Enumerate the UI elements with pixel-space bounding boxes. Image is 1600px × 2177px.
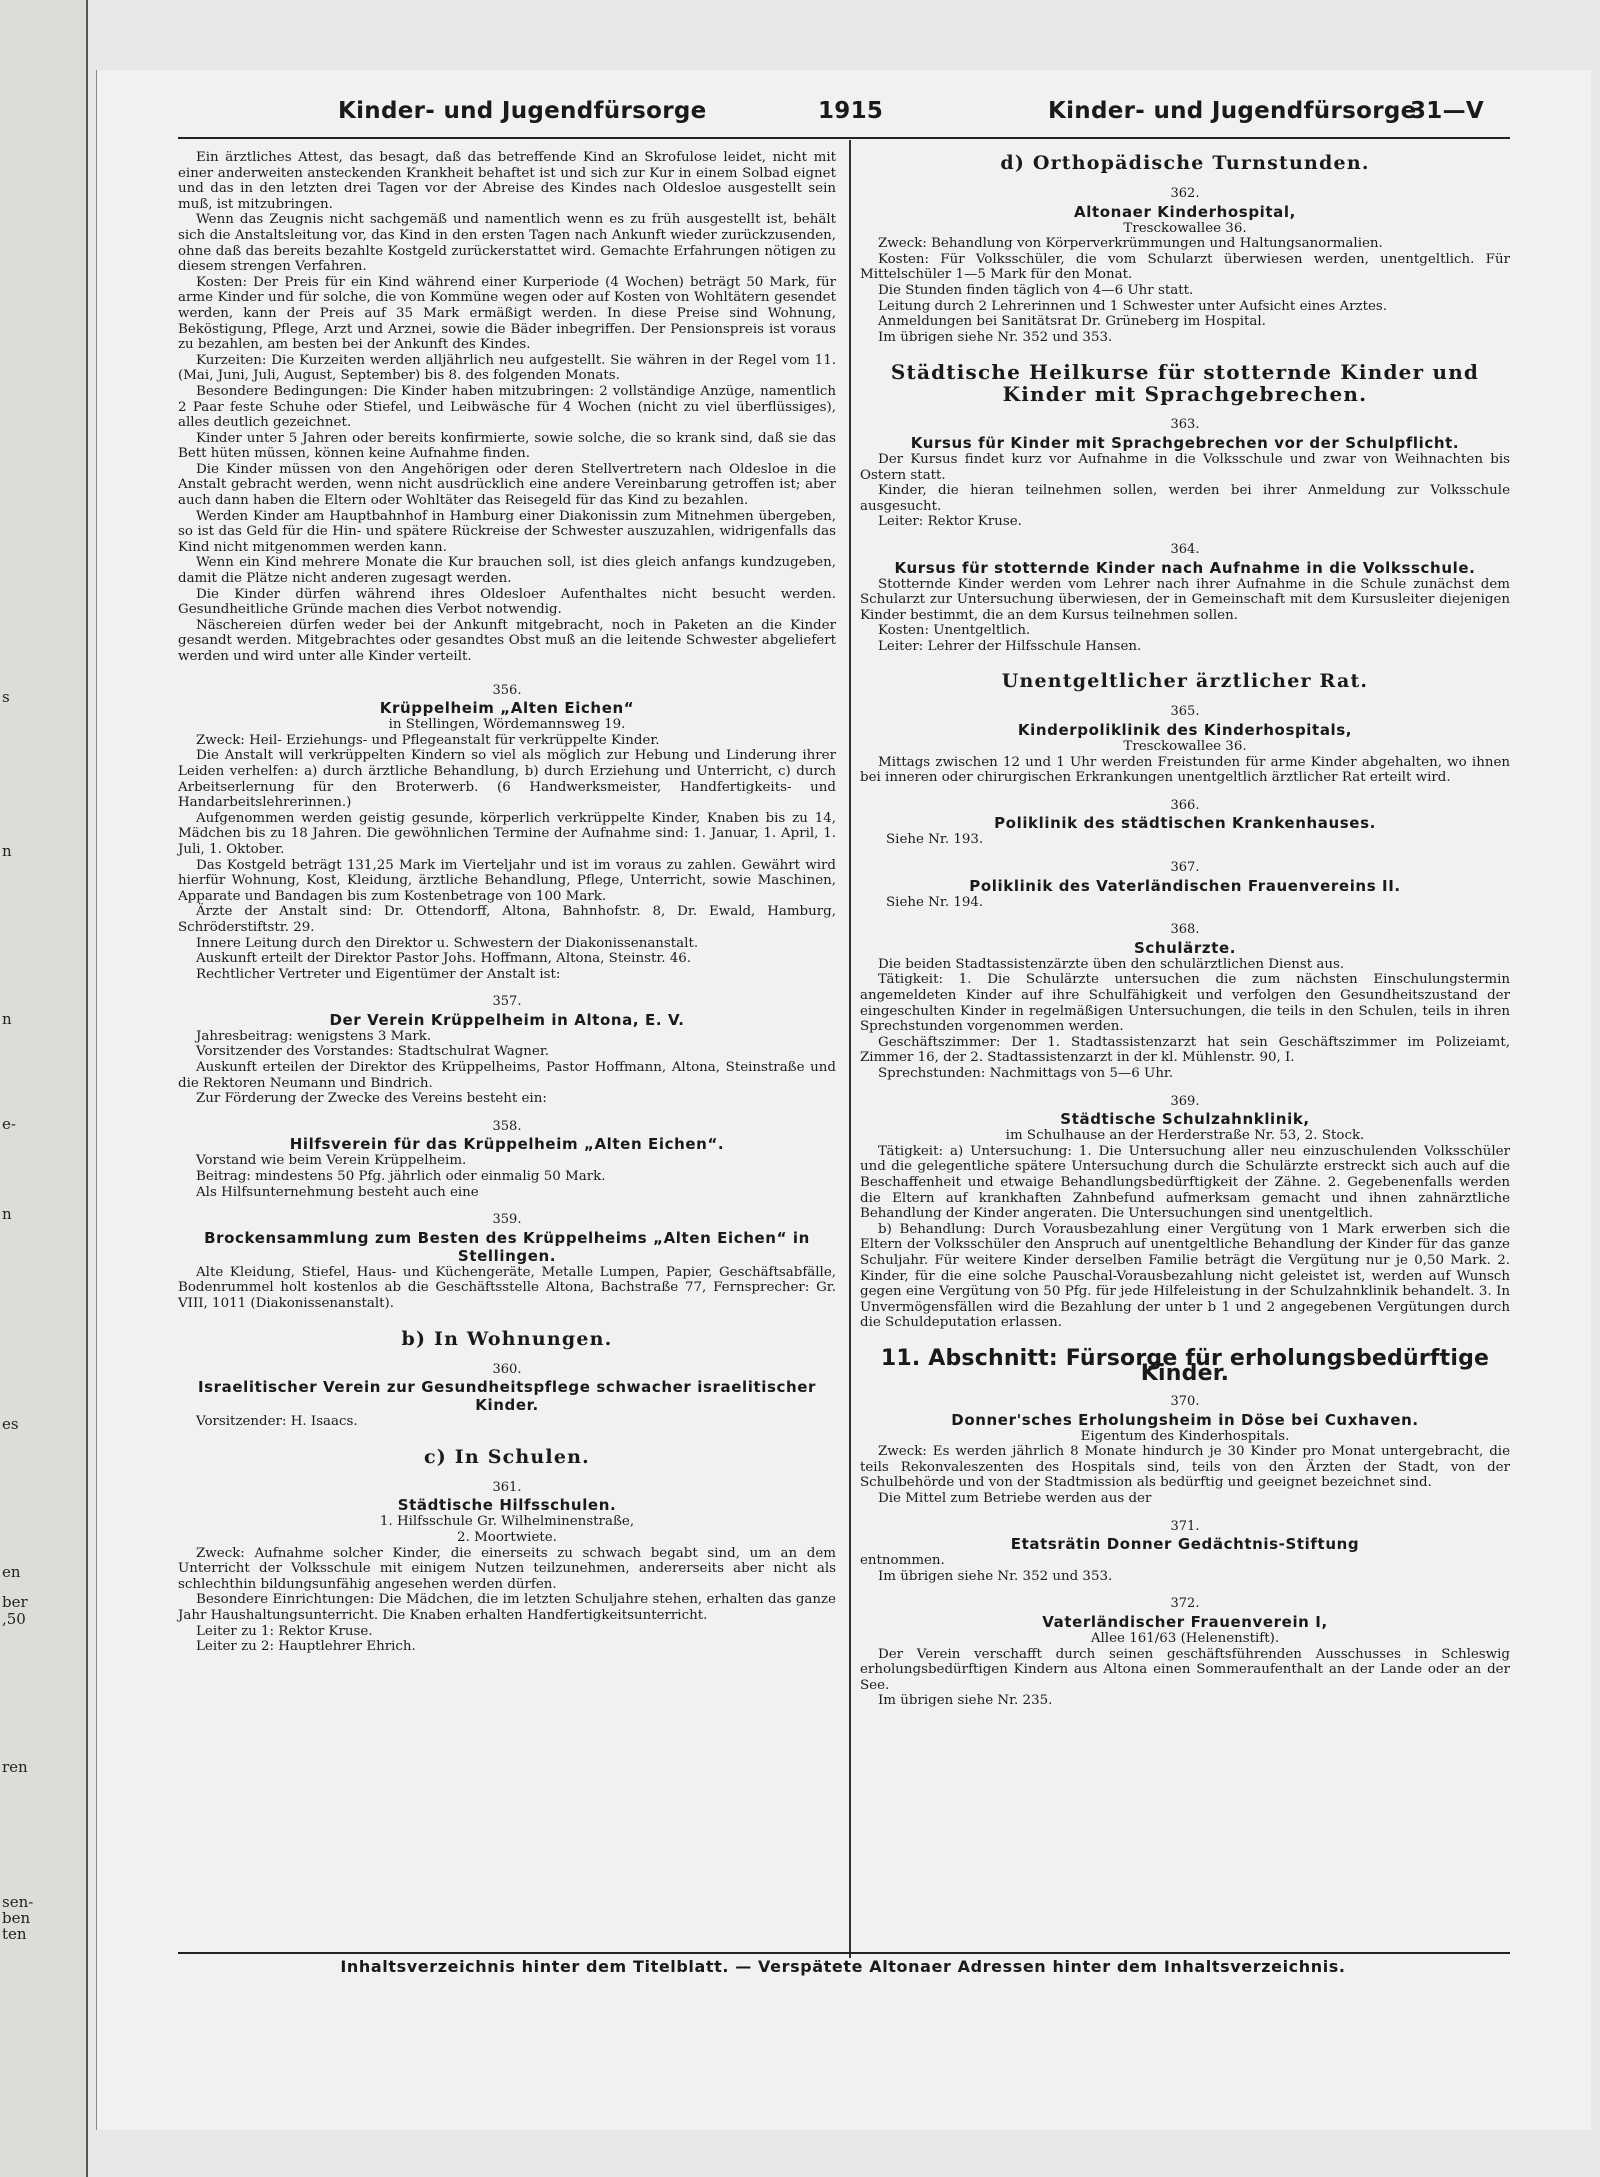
running-head-right: Kinder- und Jugendfürsorge xyxy=(1048,98,1417,124)
entry-title: Brockensammlung zum Besten des Krüppelheims „Alten Eichen“ in Stellingen. xyxy=(204,1228,810,1265)
entry-number: 366. xyxy=(1170,797,1200,813)
entry-title: Der Verein Krüppelheim in Altona, E. V. xyxy=(329,1010,685,1029)
running-head-left: Kinder- und Jugendfürsorge xyxy=(338,98,707,124)
paragraph: Zur Förderung der Zwecke des Vereins besteht ein: xyxy=(196,1091,547,1107)
paragraph: Auskunft erteilen der Direktor des Krüppelheims, Pastor Hoffmann, Altona, Steinstraße und die Rektoren Neumann und Bindrich. xyxy=(178,1060,836,1091)
paragraph: Der Kursus findet kurz vor Aufnahme in die Volksschule und zwar von Weihnachten bis Ostern statt. xyxy=(860,451,1510,483)
section-heading: Städtische Heilkurse für stotternde Kinder und Kinder mit Sprachgebrechen. xyxy=(890,360,1480,407)
paragraph: Rechtlicher Vertreter und Eigentümer der Anstalt ist: xyxy=(196,966,561,982)
entry-title: Hilfsverein für das Krüppelheim „Alten Eichen“. xyxy=(289,1135,725,1154)
paragraph: Sprechstunden: Nachmittags von 5—6 Uhr. xyxy=(878,1065,1174,1081)
left-column xyxy=(178,150,836,1655)
paragraph: Die Stunden finden täglich von 4—6 Uhr statt. xyxy=(878,282,1194,298)
paragraph: Zweck: Heil- Erziehungs- und Pflegeanstalt für verkrüppelte Kinder. xyxy=(196,732,660,748)
paragraph: Zweck: Behandlung von Körperverkrümmungen und Haltungsanormalien. xyxy=(878,236,1383,252)
adjacent-page-strip xyxy=(0,0,88,2177)
entry-subtitle: im Schulhause an der Herderstraße Nr. 53, 2. Stock. xyxy=(1005,1128,1365,1144)
paragraph: Besondere Einrichtungen: Die Mädchen, die im letzten Schuljahre stehen, erhalten das ganze Jahr Haushaltungsunterricht. Die Knaben erhalten Handfertigkeitsunterricht. xyxy=(178,1592,836,1623)
paragraph: Im übrigen siehe Nr. 235. xyxy=(878,1693,1053,1709)
entry-number: 364. xyxy=(1170,541,1200,557)
paragraph: Der Verein verschafft durch seinen geschäftsführenden Ausschusses in Schleswig erholungsbedürftigen Kindern aus Altona einen Sommeraufenthalt an der Lande oder an der See. xyxy=(860,1646,1510,1693)
entry-title: Donner'sches Erholungsheim in Döse bei Cuxhaven. xyxy=(951,1410,1419,1429)
margin-fragment: n xyxy=(2,842,12,860)
paragraph: Siehe Nr. 193. xyxy=(886,832,984,848)
paragraph: Kosten: Der Preis für ein Kind während einer Kurperiode (4 Wochen) beträgt 50 Mark, für arme Kinder und für solche, die von Kommüne wegen oder auf Kosten von Wohltätern gesendet werden, kann der Preis auf 35 Mark ermäßigt werden. In diese Preise sind Wohnung, Beköstigung, Pflege, Arzt und Arznei, sowie die Bäder inbegriffen. Der Pensionspreis ist voraus zu bezahlen, am besten bei der Ankunft des Kindes. xyxy=(178,274,836,353)
entry-number: 370. xyxy=(1170,1394,1200,1410)
paragraph: Anmeldungen bei Sanitätsrat Dr. Grüneberg im Hospital. xyxy=(878,314,1266,330)
entry-number: 365. xyxy=(1170,704,1200,720)
entry-number: 360. xyxy=(492,1361,522,1377)
paragraph: Im übrigen siehe Nr. 352 und 353. xyxy=(878,1568,1113,1584)
paragraph: Tätigkeit: a) Untersuchung: 1. Die Untersuchung aller neu einzuschulenden Volksschüler und die gelegentliche spätere Untersuchung durch die Schulärzte erstreckt sich auch auf die Beschaffenheit und etwaige Behandlungsbedürftigkeit der Zähne. 2. Gegebenenfalls werden die Eltern auf krankhaften Zahnbefund aufmerksam gemacht und ihnen zahnärztliche Behandlung der Kinder angeraten. Die Untersuchungen sind unentgeltlich. xyxy=(860,1143,1510,1222)
paragraph: Aufgenommen werden geistig gesunde, körperlich verkrüppelte Kinder, Knaben bis zu 14, Mädchen bis zu 18 Jahren. Die gewöhnlichen Termine der Aufnahme sind: 1. Januar, 1. April, 1. Juli, 1. Oktober. xyxy=(178,810,836,857)
paragraph: Auskunft erteilt der Direktor Pastor Johs. Hoffmann, Altona, Steinstr. 46. xyxy=(196,951,692,967)
entry-subtitle: 1. Hilfsschule Gr. Wilhelminenstraße, xyxy=(379,1514,635,1530)
entry-title: Etatsrätin Donner Gedächtnis-Stiftung xyxy=(1010,1535,1360,1554)
paragraph: Leitung durch 2 Lehrerinnen und 1 Schwester unter Aufsicht eines Arztes. xyxy=(878,298,1388,314)
paragraph: Vorstand wie beim Verein Krüppelheim. xyxy=(196,1153,467,1169)
entry-title: Kursus für stotternde Kinder nach Aufnahme in die Volksschule. xyxy=(894,558,1476,577)
paragraph: Stotternde Kinder werden vom Lehrer nach ihrer Aufnahme in die Schule zunächst dem Schularzt zur Untersuchung überwiesen, der in Gemeinschaft mit dem Kursusleiter diejenigen Kinder bestimmt, die an dem Kursus teilnehmen sollen. xyxy=(860,576,1510,623)
entry-subtitle: Allee 161/63 (Helenenstift). xyxy=(1090,1631,1280,1646)
running-head-year: 1915 xyxy=(818,98,884,124)
entry-number: 362. xyxy=(1170,186,1200,201)
margin-fragment: en xyxy=(2,1563,21,1581)
right-column xyxy=(860,150,1510,1709)
entry-title: Schulärzte. xyxy=(1133,938,1237,957)
entry-number: 371. xyxy=(1170,1518,1200,1534)
entry-subtitle: Tresckowallee 36. xyxy=(1123,739,1247,755)
paragraph: Ein ärztliches Attest, das besagt, daß das betreffende Kind an Skrofulose leidet, nicht mit einer anderweiten ansteckenden Krankheit behaftet ist und sich zur Kur in einem Solbad eignet und das in den letzten drei Tagen vor der Abreise des Kindes nach Oldesloe ausgestellt sein muß, ist mitzubringen. xyxy=(178,150,836,212)
paragraph: Vorsitzender des Vorstandes: Stadtschulrat Wagner. xyxy=(196,1044,550,1060)
paragraph: Leiter: Rektor Kruse. xyxy=(878,514,1022,530)
paragraph: Zweck: Es werden jährlich 8 Monate hindurch je 30 Kinder pro Monat untergebracht, die teils Rekonvaleszenten des Hospitals sind, teils von den Ärzten der Stadt, von der Schulbehörde und von der Stadtmission als bedürftig und geeignet bezeichnet sind. xyxy=(860,1444,1510,1491)
entry-number: 363. xyxy=(1170,417,1200,433)
section-heading: d) Orthopädische Turnstunden. xyxy=(1000,152,1370,174)
paragraph: Die Anstalt will verkrüppelten Kindern so viel als möglich zur Hebung und Linderung ihrer Leiden verhelfen: a) durch ärztliche Behandlung, b) durch Erziehung und Unterricht, c) durch Arbeitserlernung für den Broterwerb. (6 Handwerksmeister, Handfertigkeits- und Handarbeitslehrerinnen.) xyxy=(178,748,836,811)
paragraph: Kinder, die hieran teilnehmen sollen, werden bei ihrer Anmeldung zur Volksschule ausgesucht. xyxy=(860,483,1510,514)
paragraph: Mittags zwischen 12 und 1 Uhr werden Freistunden für arme Kinder abgehalten, wo ihnen bei inneren oder chirurgischen Erkrankungen unentgeltlich ärztlicher Rat erteilt wird. xyxy=(860,754,1510,786)
section-heading: Unentgeltlicher ärztlicher Rat. xyxy=(1001,670,1369,693)
paragraph: b) Behandlung: Durch Vorausbezahlung einer Vergütung von 1 Mark erwerben sich die Eltern der Volksschüler den Anspruch auf unentgeltliche Behandlung der Kinder für das ganze Schuljahr. Für weitere Kinder derselben Familie beträgt die Vergütung nur je 0,50 Mark. 2. Kinder, für die eine solche Pauschal-Vorausbezahlung nicht geleistet ist, werden auf Wunsch gegen eine Vergütung von 50 Pfg. für jede Hilfeleistung in der Schulzahnklinik behandelt. 3. In Unvermögensfällen wird die Bezahlung der unter b 1 und 2 angegebenen Vergütungen durch die Schuldeputation erlassen. xyxy=(860,1221,1510,1331)
entry-title: Städtische Schulzahnklinik, xyxy=(1060,1110,1310,1129)
margin-fragment: ,50 xyxy=(2,1610,26,1628)
page-number: 31—V xyxy=(1410,98,1485,124)
paragraph: Leiter zu 1: Rektor Kruse. xyxy=(196,1623,373,1639)
section-heading: b) In Wohnungen. xyxy=(401,1327,613,1350)
entry-number: 369. xyxy=(1170,1093,1200,1109)
paragraph: Leiter: Lehrer der Hilfsschule Hansen. xyxy=(878,638,1142,654)
paragraph: Im übrigen siehe Nr. 352 und 353. xyxy=(878,329,1113,345)
section-heading: c) In Schulen. xyxy=(424,1445,590,1468)
footer-note: Inhaltsverzeichnis hinter dem Titelblatt. — Verspätete Altonaer Adressen hinter dem Inhaltsverzeichnis. xyxy=(340,1957,1346,1976)
paragraph: Wenn ein Kind mehrere Monate die Kur brauchen soll, ist dies gleich anfangs kundzugeben, damit die Plätze nicht anderen zugesagt werden. xyxy=(178,555,836,587)
entry-number: 367. xyxy=(1170,860,1200,876)
paragraph: Ärzte der Anstalt sind: Dr. Ottendorff, Altona, Bahnhofstr. 8, Dr. Ewald, Hamburg, Schröderstiftstr. 29. xyxy=(178,904,836,935)
column-divider xyxy=(849,140,851,1958)
entry-title: Vaterländischer Frauenverein I, xyxy=(1042,1613,1328,1631)
header-rule xyxy=(178,137,1510,139)
margin-fragment: sen- xyxy=(2,1893,34,1911)
entry-subtitle: in Stellingen, Wördemannsweg 19. xyxy=(388,717,626,733)
footer-rule xyxy=(178,1952,1510,1954)
paragraph: Jahresbeitrag: wenigstens 3 Mark. xyxy=(196,1028,432,1044)
paragraph: Kurzeiten: Die Kurzeiten werden alljährlich neu aufgestellt. Sie währen in der Regel vom 11. (Mai, Juni, Juli, August, September) bis 8. des folgenden Monats. xyxy=(178,352,836,384)
margin-fragment: es xyxy=(2,1415,19,1433)
paragraph: Als Hilfsunternehmung besteht auch eine xyxy=(196,1184,479,1200)
entry-title: Israelitischer Verein zur Gesundheitspflege schwacher israelitischer Kinder. xyxy=(197,1378,817,1415)
paragraph: Näschereien dürfen weder bei der Ankunft mitgebracht, noch in Paketen an die Kinder gesandt werden. Mitgebrachtes oder gesandtes Obst muß an die leitende Schwester abgeliefert werden und wird unter alle Kinder verteilt. xyxy=(178,617,836,664)
paragraph: Wenn das Zeugnis nicht sachgemäß und namentlich wenn es zu früh ausgestellt ist, behält sich die Anstaltsleitung vor, das Kind in den ersten Tagen nach Ankunft wieder zurückzusenden, ohne daß das bereits bezahlte Kostgeld zurückerstattet wird. Gemachte Erfahrungen nötigen zu diesem strengen Verfahren. xyxy=(178,212,836,275)
margin-fragment: n xyxy=(2,1010,12,1028)
paragraph: Die beiden Stadtassistenzärzte üben den schulärztlichen Dienst aus. xyxy=(878,956,1345,972)
entry-number: 368. xyxy=(1170,922,1200,938)
paragraph: Zweck: Aufnahme solcher Kinder, die einerseits zu schwach begabt sind, um an dem Unterricht der Volksschule mit einigem Nutzen teilzunehmen, andererseits aber nicht als schlechthin bildungsunfähig angesehen werden dürfen. xyxy=(178,1545,836,1592)
paragraph: Werden Kinder am Hauptbahnhof in Hamburg einer Diakonissin zum Mitnehmen übergeben, so ist das Geld für die Hin- und spätere Rückreise der Schwester auszuzahlen, widrigenfalls das Kind nicht mitgenommen werden kann. xyxy=(178,508,836,555)
paragraph: Die Kinder müssen von den Angehörigen oder deren Stellvertretern nach Oldesloe in die Anstalt gebracht werden, wenn nicht ausdrücklich eine andere Vereinbarung getroffen ist; aber auch dann haben die Eltern oder Wohltäter das Reisegeld für das Kind zu bezahlen. xyxy=(178,461,836,509)
entry-subtitle: 2. Moortwiete. xyxy=(457,1529,557,1545)
paragraph: Die Kinder dürfen während ihres Oldesloer Aufenthaltes nicht besucht werden. Gesundheitliche Gründe machen dies Verbot notwendig. xyxy=(178,586,836,618)
entry-number: 357. xyxy=(492,994,522,1010)
entry-number: 361. xyxy=(492,1479,522,1495)
entry-subtitle: Tresckowallee 36. xyxy=(1123,220,1247,236)
entry-number: 372. xyxy=(1170,1596,1200,1612)
entry-title: Krüppelheim „Alten Eichen“ xyxy=(379,699,635,718)
margin-fragment: ren xyxy=(2,1758,28,1776)
paragraph: Kinder unter 5 Jahren oder bereits konfirmierte, sowie solche, die so krank sind, daß sie das Bett hüten müssen, können keine Aufnahme finden. xyxy=(178,430,836,462)
entry-number: 359. xyxy=(492,1212,522,1228)
margin-fragment: e- xyxy=(2,1115,16,1133)
entry-title: Städtische Hilfsschulen. xyxy=(397,1496,617,1515)
entry-title: Poliklinik des städtischen Krankenhauses. xyxy=(994,814,1376,833)
paragraph: Beitrag: mindestens 50 Pfg. jährlich oder einmalig 50 Mark. xyxy=(196,1169,606,1185)
margin-fragment: s xyxy=(2,688,10,706)
margin-fragment: ben xyxy=(2,1909,31,1927)
paragraph: Besondere Bedingungen: Die Kinder haben mitzubringen: 2 vollständige Anzüge, namentlich 2 Paar feste Schuhe oder Stiefel, und Leibwäsche für 4 Wochen (nicht zu viel überflüssiges), alles deutlich gezeichnet. xyxy=(178,383,836,431)
paragraph: Siehe Nr. 194. xyxy=(886,894,984,910)
entry-number: 358. xyxy=(492,1118,522,1134)
margin-fragment: n xyxy=(2,1205,12,1223)
paragraph: Geschäftszimmer: Der 1. Stadtassistenzarzt hat sein Geschäftszimmer im Polizeiamt, Zimmer 16, der 2. Stadtassistenzarzt in der kl. Mühlenstr. 90, I. xyxy=(860,1034,1510,1066)
entry-title: Altonaer Kinderhospital, xyxy=(1074,202,1296,221)
paragraph: Alte Kleidung, Stiefel, Haus- und Küchengeräte, Metalle Lumpen, Papier, Geschäftsabfälle, Bodenrummel holt kostenlos ab die Geschäftsstelle Altona, Bachstraße 77, Fernsprecher: Gr. VIII, 1011 (Diakonissenanstalt). xyxy=(178,1264,836,1311)
paragraph: Kosten: Unentgeltlich. xyxy=(878,623,1031,639)
margin-fragment: ten xyxy=(2,1925,27,1943)
entry-title: Poliklinik des Vaterländischen Frauenvereins II. xyxy=(969,876,1401,895)
paragraph: Vorsitzender: H. Isaacs. xyxy=(196,1414,358,1430)
paragraph: Innere Leitung durch den Direktor u. Schwestern der Diakonissenanstalt. xyxy=(196,935,699,951)
entry-number: 356. xyxy=(492,682,522,698)
paragraph: Die Mittel zum Betriebe werden aus der xyxy=(878,1491,1152,1507)
paragraph: Kosten: Für Volksschüler, die vom Schularzt überwiesen werden, unentgeltlich. Für Mittelschüler 1—5 Mark für den Monat. xyxy=(860,251,1510,283)
chapter-heading: 11. Abschnitt: Fürsorge für erholungsbedürftige Kinder. xyxy=(880,1345,1490,1387)
entry-title: Kinderpoliklinik des Kinderhospitals, xyxy=(1017,721,1353,740)
margin-fragment: ber xyxy=(2,1593,28,1611)
paragraph: Leiter zu 2: Hauptlehrer Ehrich. xyxy=(196,1639,416,1655)
entry-title: Kursus für Kinder mit Sprachgebrechen vor der Schulpflicht. xyxy=(910,433,1460,452)
entry-subtitle: Eigentum des Kinderhospitals. xyxy=(1080,1428,1290,1444)
paragraph: Tätigkeit: 1. Die Schulärzte untersuchen die zum nächsten Einschulungstermin angemeldeten Kinder auf ihre Schulfähigkeit und verfolgen den Gesundheitszustand der eingeschulten Kinder in regelmäßigen Untersuchungen, die teils in den Schulen, teils in ihren Sprechstunden vorgenommen werden. xyxy=(860,972,1510,1035)
paragraph: Das Kostgeld beträgt 131,25 Mark im Vierteljahr und ist im voraus zu zahlen. Gewährt wird hierfür Wohnung, Kost, Kleidung, ärztliche Behandlung, Pflege, Unterricht, sowie Maschinen, Apparate und Bandagen bis zum Kostenbetrage von 100 Mark. xyxy=(178,857,836,904)
paragraph: entnommen. xyxy=(860,1553,945,1569)
